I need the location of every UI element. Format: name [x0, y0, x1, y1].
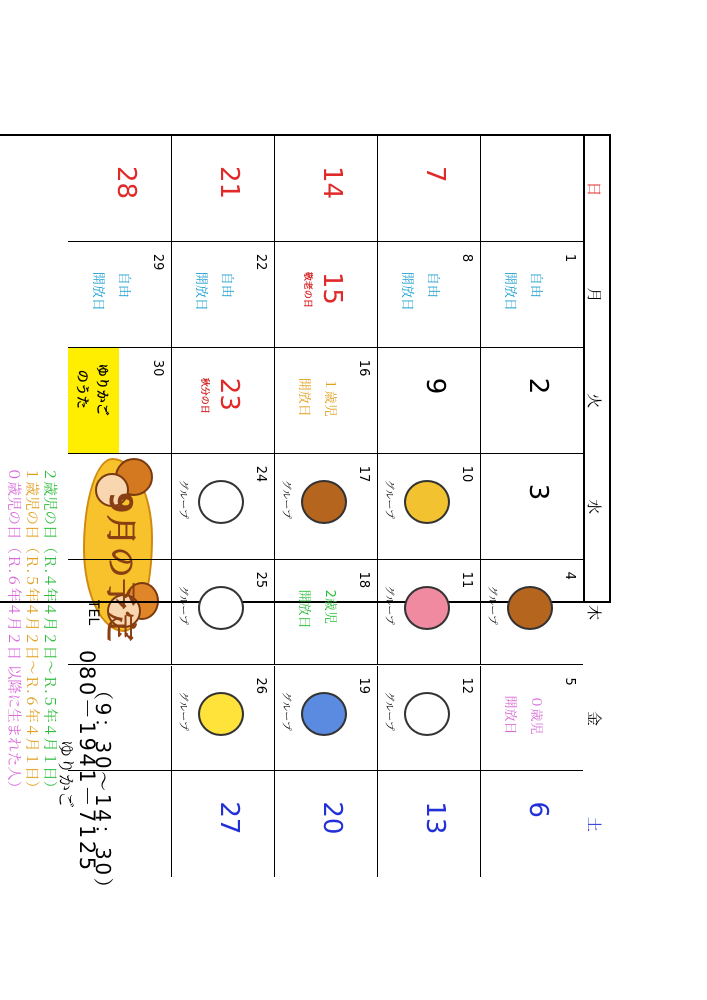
event-label: 自由 — [116, 271, 131, 298]
day-number: 4 — [562, 571, 577, 580]
day-number: 12 — [459, 677, 474, 695]
day-number: 22 — [253, 253, 268, 271]
group-label: グループ — [383, 479, 394, 519]
day-cell — [480, 560, 583, 666]
day-number: 30 — [150, 359, 165, 377]
event-label: 開放日 — [296, 377, 311, 417]
day-cell — [68, 454, 171, 560]
day-cell — [480, 348, 583, 454]
group-label: グループ — [280, 479, 291, 519]
day-cell — [377, 666, 480, 772]
weekday-1: 月 — [585, 287, 603, 303]
tel-label: TEL — [85, 600, 101, 626]
day-number: 17 — [356, 465, 371, 483]
weekday-2: 火 — [585, 393, 603, 409]
day-number: 11 — [459, 571, 474, 589]
day-cell — [68, 348, 171, 454]
day-number: 21 — [214, 166, 244, 200]
day-cell — [480, 454, 583, 560]
day-cell — [171, 560, 274, 666]
event-label: 開放日 — [90, 271, 105, 311]
day-cell — [171, 242, 274, 348]
chick-icon — [198, 692, 244, 736]
event-label: １歳児 — [322, 377, 337, 417]
group-label: グループ — [177, 691, 188, 731]
day-cell — [377, 242, 480, 348]
day-cell — [480, 771, 583, 877]
day-number: 10 — [459, 465, 474, 483]
opening-hours: （9：30～14：30） — [91, 680, 115, 901]
day-number: 6 — [523, 801, 553, 818]
day-number: 1 — [562, 253, 577, 263]
day-number: 16 — [356, 359, 371, 377]
day-number: 27 — [214, 801, 244, 835]
day-cell — [377, 348, 480, 454]
legend-one-year: １歳児の日（Ｒ.５年４月２日～Ｒ.６年４月１日） — [23, 467, 39, 796]
day-number: 23 — [214, 377, 244, 411]
day-number: 26 — [253, 677, 268, 695]
day-cell — [274, 136, 377, 242]
group-label: グループ — [280, 691, 291, 731]
holiday-name: 敬老の日 — [302, 271, 312, 308]
bear-icon — [507, 586, 553, 630]
group-label: グループ — [383, 585, 394, 625]
day-cell — [274, 242, 377, 348]
group-label: グループ — [177, 479, 188, 519]
day-cell — [274, 666, 377, 772]
day-cell — [171, 136, 274, 242]
event-label: 開放日 — [502, 271, 517, 311]
weekday-4: 木 — [585, 605, 603, 621]
event-label: 自由 — [219, 271, 234, 298]
day-number: 20 — [317, 801, 347, 835]
day-number: 19 — [356, 677, 371, 695]
elephant-icon — [301, 692, 347, 736]
giraffe-icon — [404, 480, 450, 524]
weekday-0: 日 — [585, 181, 603, 197]
day-cell — [274, 348, 377, 454]
holiday-name: 秋分の日 — [199, 377, 209, 414]
event-label: のうた — [74, 369, 89, 409]
day-number: 24 — [253, 465, 268, 483]
day-number: 29 — [150, 253, 165, 271]
day-number: 13 — [420, 801, 450, 835]
day-number: 5 — [562, 677, 577, 686]
day-number: 14 — [317, 166, 347, 200]
event-label: 開放日 — [296, 589, 311, 629]
event-label: ゆりかご — [94, 363, 109, 416]
event-label: 2歳児 — [322, 589, 337, 624]
day-cell — [377, 136, 480, 242]
day-cell — [171, 666, 274, 772]
day-cell — [480, 242, 583, 348]
day-number: 2 — [523, 377, 553, 395]
day-cell — [68, 136, 171, 242]
weekday-3: 水 — [585, 499, 603, 515]
day-number: 15 — [317, 271, 347, 305]
day-cell — [68, 666, 171, 772]
day-cell — [377, 771, 480, 877]
event-label: 開放日 — [399, 271, 414, 311]
rabbit-icon — [404, 586, 450, 630]
nursery-name: ゆりかご — [55, 740, 75, 808]
group-label: グループ — [486, 585, 497, 625]
group-label: グループ — [177, 585, 188, 625]
day-number: 25 — [253, 571, 268, 589]
weekday-5: 金 — [585, 710, 603, 726]
day-cell — [274, 454, 377, 560]
day-cell — [274, 771, 377, 877]
day-number: 3 — [523, 483, 553, 501]
day-cell — [480, 666, 583, 772]
day-number: 8 — [459, 253, 474, 263]
day-number: 18 — [356, 571, 371, 589]
monkey-icon — [301, 480, 347, 524]
day-cell — [480, 136, 583, 242]
weekday-header — [583, 136, 609, 832]
event-label: 開放日 — [502, 695, 517, 735]
day-number: 28 — [111, 166, 141, 200]
day-cell — [274, 560, 377, 666]
panda-icon — [404, 692, 450, 736]
event-label: 開放日 — [193, 271, 208, 311]
legend-two-year: ２歳児の日（Ｒ.４年４月２日～Ｒ.５年４月１日） — [41, 467, 57, 796]
legend-zero-year: ０歳児の日（Ｒ.６年４月２日 以降に生まれた人） — [5, 467, 21, 796]
day-number: 7 — [420, 166, 450, 183]
page-title: 9月の予定 — [102, 492, 138, 643]
group-label: グループ — [383, 691, 394, 731]
day-cell — [171, 454, 274, 560]
day-cell — [377, 560, 480, 666]
event-label: ０歳児 — [528, 695, 543, 735]
day-cell — [171, 348, 274, 454]
phone-number: 080－1941－7125 — [75, 650, 99, 873]
event-label: 自由 — [528, 271, 543, 298]
weekday-6: 土 — [585, 816, 603, 832]
day-cell — [68, 242, 171, 348]
day-cell — [377, 454, 480, 560]
rotated-sheet — [6, 0, 707, 1000]
day-cell — [171, 771, 274, 877]
event-label: 自由 — [425, 271, 440, 298]
day-cell — [68, 560, 171, 666]
day-number: 9 — [420, 377, 450, 395]
day-cell — [68, 771, 171, 877]
dog-icon — [198, 480, 244, 524]
cat-icon — [198, 586, 244, 630]
